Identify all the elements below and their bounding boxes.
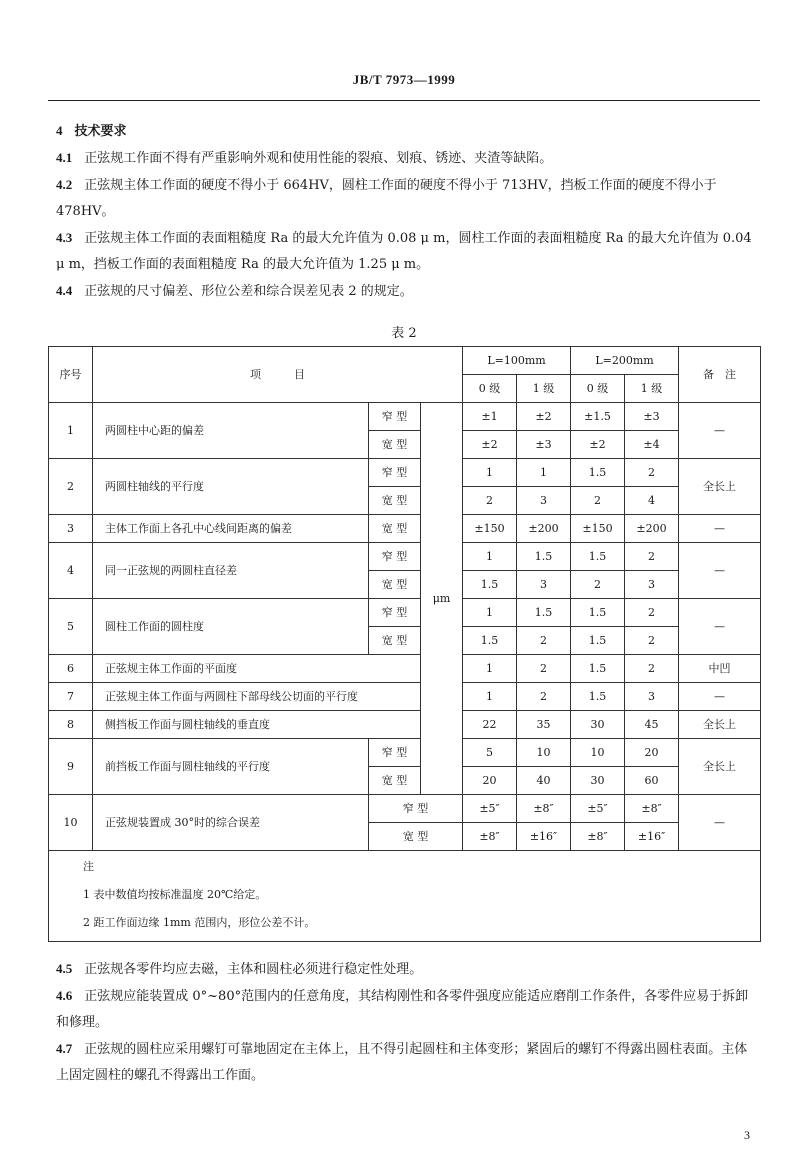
row-seq: 3	[49, 515, 93, 543]
cell-value: ±2	[571, 431, 625, 459]
row-type: 宽 型	[369, 515, 421, 543]
note-2: 2 距工作面边缘 1mm 范围内，形位公差不计。	[83, 916, 316, 929]
row-type: 窄 型	[369, 599, 421, 627]
row-seq: 9	[49, 739, 93, 795]
row-item: 圆柱工作面的圆柱度	[93, 599, 369, 655]
row-item: 前挡板工作面与圆柱轴线的平行度	[93, 739, 369, 795]
clause-number: 4.5	[56, 961, 73, 976]
cell-value: ±4	[625, 431, 679, 459]
document-header: JB/T 7973—1999	[352, 72, 456, 87]
cell-value: 2	[625, 627, 679, 655]
cell-value: ±1.5	[571, 403, 625, 431]
cell-value: 60	[625, 767, 679, 795]
clause-text: 正弦规应能装置成 0°~80°范围内的任意角度，其结构刚性和各零件强度应能适应磨削工作条件，各零件应易于拆卸和修理。	[56, 989, 749, 1030]
row-seq: 1	[49, 403, 93, 459]
cell-value: 1.5	[571, 459, 625, 487]
row-item: 正弦规主体工作面的平面度	[93, 655, 421, 683]
cell-value: ±5″	[571, 795, 625, 823]
cell-value: 2	[571, 571, 625, 599]
cell-value: ±8″	[463, 823, 517, 851]
cell-value: ±8″	[625, 795, 679, 823]
cell-value: 3	[517, 487, 571, 515]
cell-value: 5	[463, 739, 517, 767]
cell-value: 4	[625, 487, 679, 515]
section-4	[56, 118, 760, 305]
note-1: 1 表中数值均按标准温度 20℃给定。	[83, 888, 267, 901]
cell-value: ±8″	[571, 823, 625, 851]
header-item: 项 目	[93, 347, 463, 403]
clause-4-4	[56, 278, 760, 305]
table-row	[49, 683, 761, 711]
cell-value: 20	[463, 767, 517, 795]
cell-value: 1.5	[571, 627, 625, 655]
table-caption: 表 2	[391, 326, 417, 341]
row-type: 窄 型	[369, 739, 421, 767]
header-l100: L=100mm	[463, 347, 571, 375]
page-number: 3	[744, 1128, 750, 1142]
section-number: 4	[56, 123, 63, 138]
section-title-text: 技术要求	[74, 124, 127, 139]
cell-value: 2	[625, 599, 679, 627]
table-row	[49, 403, 761, 431]
section-4-continued	[56, 956, 760, 1089]
table-row	[49, 739, 761, 767]
cell-value: 1	[463, 599, 517, 627]
cell-value: 1.5	[571, 683, 625, 711]
cell-value: ±150	[463, 515, 517, 543]
row-item: 正弦规主体工作面与两圆柱下部母线公切面的平行度	[93, 683, 421, 711]
cell-value: 1	[517, 459, 571, 487]
spec-table	[48, 346, 761, 942]
row-type: 宽 型	[369, 823, 463, 851]
row-seq: 10	[49, 795, 93, 851]
cell-value: ±5″	[463, 795, 517, 823]
header-l200: L=200mm	[571, 347, 679, 375]
clause-text: 正弦规的圆柱应采用螺钉可靠地固定在主体上，且不得引起圆柱和主体变形；紧固后的螺钉不得露出圆柱表面。主体上固定圆柱的螺孔不得露出工作面。	[56, 1042, 748, 1083]
clause-text: 正弦规的尺寸偏差、形位公差和综合误差见表 2 的规定。	[84, 284, 413, 299]
row-type: 宽 型	[369, 767, 421, 795]
table-row	[49, 711, 761, 739]
cell-value: 10	[571, 739, 625, 767]
row-remark: 全长上	[679, 711, 761, 739]
cell-value: 2	[571, 487, 625, 515]
cell-value: 1	[463, 655, 517, 683]
row-type: 窄 型	[369, 403, 421, 431]
cell-value: 2	[625, 459, 679, 487]
cell-value: 20	[625, 739, 679, 767]
cell-value: ±200	[625, 515, 679, 543]
cell-value: 2	[463, 487, 517, 515]
cell-value: 2	[517, 627, 571, 655]
cell-value: 30	[571, 711, 625, 739]
cell-value: 1.5	[463, 627, 517, 655]
cell-value: 1.5	[517, 599, 571, 627]
cell-value: ±2	[463, 431, 517, 459]
header-grade-1: 1 级	[625, 375, 679, 403]
unit-cell: μm	[421, 403, 463, 795]
row-seq: 5	[49, 599, 93, 655]
clause-number: 4.4	[56, 283, 73, 298]
cell-value: 1.5	[571, 599, 625, 627]
row-seq: 4	[49, 543, 93, 599]
row-remark: 全长上	[679, 739, 761, 795]
cell-value: ±1	[463, 403, 517, 431]
cell-value: ±3	[625, 403, 679, 431]
row-remark: 全长上	[679, 459, 761, 515]
row-type: 窄 型	[369, 795, 463, 823]
table-row	[49, 795, 761, 823]
header-grade-0: 0 级	[571, 375, 625, 403]
row-remark: —	[679, 543, 761, 599]
cell-value: 2	[625, 655, 679, 683]
row-type: 宽 型	[369, 571, 421, 599]
row-remark: 中凹	[679, 655, 761, 683]
clause-4-7	[56, 1036, 760, 1089]
header-remark: 备 注	[679, 347, 761, 403]
cell-value: ±2	[517, 403, 571, 431]
cell-value: 40	[517, 767, 571, 795]
cell-value: ±16″	[625, 823, 679, 851]
table-row	[49, 543, 761, 571]
clause-number: 4.6	[56, 988, 73, 1003]
section-title	[56, 118, 760, 145]
header-grade-0: 0 级	[463, 375, 517, 403]
notes-label: 注	[83, 860, 94, 873]
cell-value: 1	[463, 459, 517, 487]
row-remark: —	[679, 683, 761, 711]
row-remark: —	[679, 403, 761, 459]
clause-4-5	[56, 956, 760, 983]
row-remark: —	[679, 515, 761, 543]
row-type: 窄 型	[369, 459, 421, 487]
cell-value: 1.5	[571, 543, 625, 571]
row-remark: —	[679, 795, 761, 851]
cell-value: ±16″	[517, 823, 571, 851]
cell-value: 45	[625, 711, 679, 739]
row-item: 侧挡板工作面与圆柱轴线的垂直度	[93, 711, 421, 739]
row-type: 宽 型	[369, 487, 421, 515]
cell-value: 1.5	[571, 655, 625, 683]
row-item: 同一正弦规的两圆柱直径差	[93, 543, 369, 599]
clause-number: 4.1	[56, 150, 73, 165]
cell-value: 3	[517, 571, 571, 599]
cell-value: ±3	[517, 431, 571, 459]
table-row	[49, 655, 761, 683]
cell-value: 1	[463, 683, 517, 711]
cell-value: 2	[517, 683, 571, 711]
row-item: 两圆柱中心距的偏差	[93, 403, 369, 459]
clause-text: 正弦规各零件均应去磁，主体和圆柱必须进行稳定性处理。	[84, 962, 423, 977]
clause-text: 正弦规工作面不得有严重影响外观和使用性能的裂痕、划痕、锈迹、夹渣等缺陷。	[84, 151, 553, 166]
row-item: 正弦规装置成 30°时的综合误差	[93, 795, 369, 851]
cell-value: 1.5	[517, 543, 571, 571]
row-type: 窄 型	[369, 543, 421, 571]
clause-text: 正弦规主体工作面的硬度不得小于 664HV，圆柱工作面的硬度不得小于 713HV，挡板工作面的硬度不得小于 478HV。	[56, 178, 717, 219]
row-item: 主体工作面上各孔中心线间距离的偏差	[93, 515, 369, 543]
cell-value: ±150	[571, 515, 625, 543]
table-row	[49, 459, 761, 487]
clause-text: 正弦规主体工作面的表面粗糙度 Ra 的最大允许值为 0.08 μ m，圆柱工作面的表面粗糙度 Ra 的最大允许值为 0.04 μ m，挡板工作面的表面粗糙度 Ra 的最大允许值为 1.25 μ m。	[56, 231, 752, 272]
table-notes	[49, 851, 761, 942]
table-row	[49, 599, 761, 627]
header-grade-1: 1 级	[517, 375, 571, 403]
cell-value: 3	[625, 683, 679, 711]
row-type: 宽 型	[369, 431, 421, 459]
row-seq: 2	[49, 459, 93, 515]
clause-4-1	[56, 145, 760, 172]
header-seq: 序号	[49, 347, 93, 403]
cell-value: 1	[463, 543, 517, 571]
cell-value: ±8″	[517, 795, 571, 823]
clause-4-6	[56, 983, 760, 1036]
cell-value: ±200	[517, 515, 571, 543]
cell-value: 30	[571, 767, 625, 795]
row-seq: 8	[49, 711, 93, 739]
header-rule	[48, 100, 760, 101]
row-type: 宽 型	[369, 627, 421, 655]
row-seq: 6	[49, 655, 93, 683]
clause-number: 4.7	[56, 1041, 73, 1056]
row-remark: —	[679, 599, 761, 655]
cell-value: 10	[517, 739, 571, 767]
cell-value: 2	[625, 543, 679, 571]
clause-4-3	[56, 225, 760, 278]
cell-value: 3	[625, 571, 679, 599]
clause-4-2	[56, 172, 760, 225]
cell-value: 22	[463, 711, 517, 739]
cell-value: 2	[517, 655, 571, 683]
table-row	[49, 515, 761, 543]
cell-value: 1.5	[463, 571, 517, 599]
row-item: 两圆柱轴线的平行度	[93, 459, 369, 515]
row-seq: 7	[49, 683, 93, 711]
cell-value: 35	[517, 711, 571, 739]
clause-number: 4.2	[56, 177, 73, 192]
clause-number: 4.3	[56, 230, 73, 245]
